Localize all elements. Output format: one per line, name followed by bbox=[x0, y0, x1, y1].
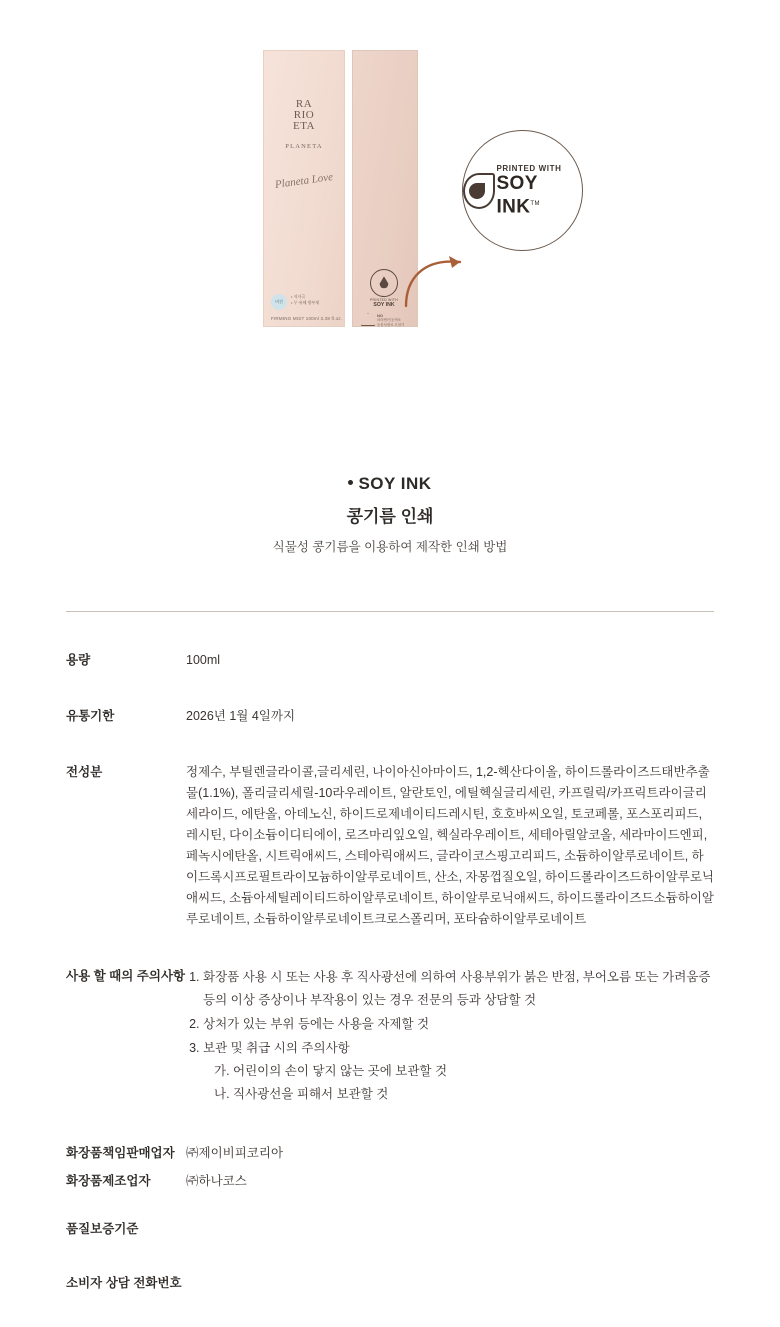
spec-row-responsible-seller bbox=[66, 1143, 714, 1163]
package-front-note-2: • 무·유해 방부제 bbox=[291, 300, 320, 305]
package-no-additives-title: NO bbox=[377, 313, 383, 318]
package-front-footer bbox=[271, 294, 337, 310]
caution-item bbox=[203, 1037, 714, 1106]
spec-label-expiry: 유통기한 bbox=[66, 709, 115, 723]
soy-drop-leaf-icon bbox=[463, 173, 491, 207]
spec-label-manufacturer: 화장품제조업자 bbox=[66, 1174, 151, 1188]
package-soy-badge-caption: PRINTED WITH bbox=[369, 298, 399, 302]
spec-value-ingredients: 정제수, 부틸렌글라이콜,글리세린, 나이아신아마이드, 1,2-헥산다이올, 하이드롤라이즈드태반추출물(1.1%), 폴리글리세릴-10라우레이트, 알란토인, 에틸헥실글리세린, 카프릴릭/카프릭트라이글리세라이드, 에탄올, 아데노신, 하이드로제네이티드레시틴, 호호바씨오일, 토코페롤, 포스포리피드, 레시틴, 다이소듐이디티에이, 로즈마리잎오일, 헥실라우레이트, 세테아릴알코올, 세라마이드엔피, 페녹시에탄올, 시트릭애씨드, 스테아릭애씨드, 글라이코스핑고리피드, 소듐하이알루로네이트, 하이드록시프로필트라이모늄하이알루로네이트, 산소, 자몽껍질오일, 하이드롤라이즈드하이알루로닉애씨드, 소듐아세틸레이티드하이알루로네이트, 하이알루로닉애씨드, 하이드롤라이즈드소듐하이알루로네이트, 소듐하이알루로네이트크로스폴리머, 포타슘하이알루로네이트 bbox=[186, 765, 714, 926]
soy-ink-stamp bbox=[462, 130, 583, 251]
caution-list bbox=[186, 966, 714, 1106]
spec-row-caution bbox=[66, 966, 714, 1107]
soy-stamp-title-text: SOY INK bbox=[496, 172, 538, 218]
package-no-additives-line-1: 파라벤/인공색소 bbox=[377, 318, 401, 322]
spec-row-manufacturer bbox=[66, 1171, 714, 1191]
package-no-additives-badge bbox=[361, 313, 404, 328]
spec-row-quality-standard bbox=[66, 1219, 714, 1239]
tail-info-group bbox=[66, 1219, 714, 1293]
caption-title-ko: 콩기름 인쇄 bbox=[346, 507, 434, 526]
package-soy-badge-title: SOY INK bbox=[373, 302, 395, 308]
package-front-note-1: • 저자극 bbox=[291, 294, 306, 299]
curved-arrow-icon bbox=[400, 250, 470, 310]
caution-sub-item: 나. 직사광선을 피해서 보관할 것 bbox=[214, 1087, 389, 1101]
soy-ink-caption bbox=[0, 474, 780, 555]
spec-row-expiry bbox=[66, 706, 714, 726]
package-no-additives-line-2: 동물성원료 무첨가 bbox=[377, 323, 405, 327]
brand-monogram-line-3: ETA bbox=[292, 120, 315, 132]
spec-label-responsible-seller: 화장품책임판매업자 bbox=[66, 1146, 175, 1160]
soy-stamp-tm: TM bbox=[530, 200, 540, 207]
hero-illustration bbox=[0, 0, 780, 470]
spec-label-ingredients: 전성분 bbox=[66, 765, 103, 779]
product-box-front bbox=[263, 50, 345, 327]
caution-item-label: 보관 및 취급 시의 주의사항 bbox=[203, 1041, 350, 1055]
spec-label-volume: 용량 bbox=[66, 653, 91, 667]
brand-name: PLANETA bbox=[285, 143, 323, 150]
spec-row-consumer-hotline bbox=[66, 1273, 714, 1293]
brand-monogram-line-2: RIO bbox=[293, 109, 315, 121]
spec-row-volume bbox=[66, 650, 714, 670]
bullet-dot-icon bbox=[348, 480, 353, 485]
spec-label-consumer-hotline: 소비자 상담 전화번호 bbox=[66, 1276, 182, 1290]
vegan-seal-icon: 비건 bbox=[271, 294, 287, 310]
package-front-notes bbox=[291, 294, 319, 306]
spec-value-caution bbox=[186, 966, 714, 1107]
brand-script: Planeta Love bbox=[274, 170, 334, 192]
spec-label-caution: 사용 할 때의 주의사항 bbox=[66, 969, 186, 983]
caution-sub-list bbox=[203, 1060, 714, 1106]
package-no-additives-text bbox=[377, 313, 404, 328]
caption-title-en: SOY INK bbox=[358, 474, 432, 493]
soy-stamp-title bbox=[496, 173, 582, 217]
package-front-volume: FIRMING MIST 100ml 3.38 fl.oz. bbox=[271, 316, 343, 321]
caution-sub-item: 가. 어린이의 손이 닿지 않는 곳에 보관할 것 bbox=[214, 1064, 448, 1078]
spec-value-manufacturer: ㈜하나코스 bbox=[186, 1174, 247, 1188]
caption-title-en-wrap bbox=[0, 474, 780, 494]
soy-drop-leaf-icon bbox=[370, 269, 398, 297]
caution-item: 1. 화장품 사용 시 또는 사용 후 직사광선에 의하여 사용부위가 붉은 반점, 부어오름 또는 가려움증 등의 이상 증상이나 부작용이 있는 경우 전문의 등과 상담할 것 bbox=[203, 966, 714, 1012]
caption-description: 식물성 콩기름을 이용하여 제작한 인쇄 방법 bbox=[272, 540, 508, 554]
caution-item: 2. 상처가 있는 부위 등에는 사용을 자제할 것 bbox=[203, 1013, 714, 1036]
product-spec-table bbox=[66, 612, 714, 1293]
brand-monogram bbox=[264, 99, 344, 132]
spec-row-ingredients bbox=[66, 762, 714, 930]
brand-monogram-line-1: RA bbox=[295, 98, 313, 110]
warning-triangle-icon bbox=[361, 313, 373, 324]
spec-label-quality-standard: 품질보증기준 bbox=[66, 1222, 139, 1236]
spec-value-volume: 100ml bbox=[186, 653, 221, 667]
spec-value-responsible-seller: ㈜제이비피코리아 bbox=[186, 1146, 284, 1160]
seller-info-group bbox=[66, 1143, 714, 1191]
spec-value-expiry: 2026년 1월 4일까지 bbox=[186, 709, 296, 723]
soy-stamp-caption: PRINTED WITH bbox=[496, 163, 562, 173]
